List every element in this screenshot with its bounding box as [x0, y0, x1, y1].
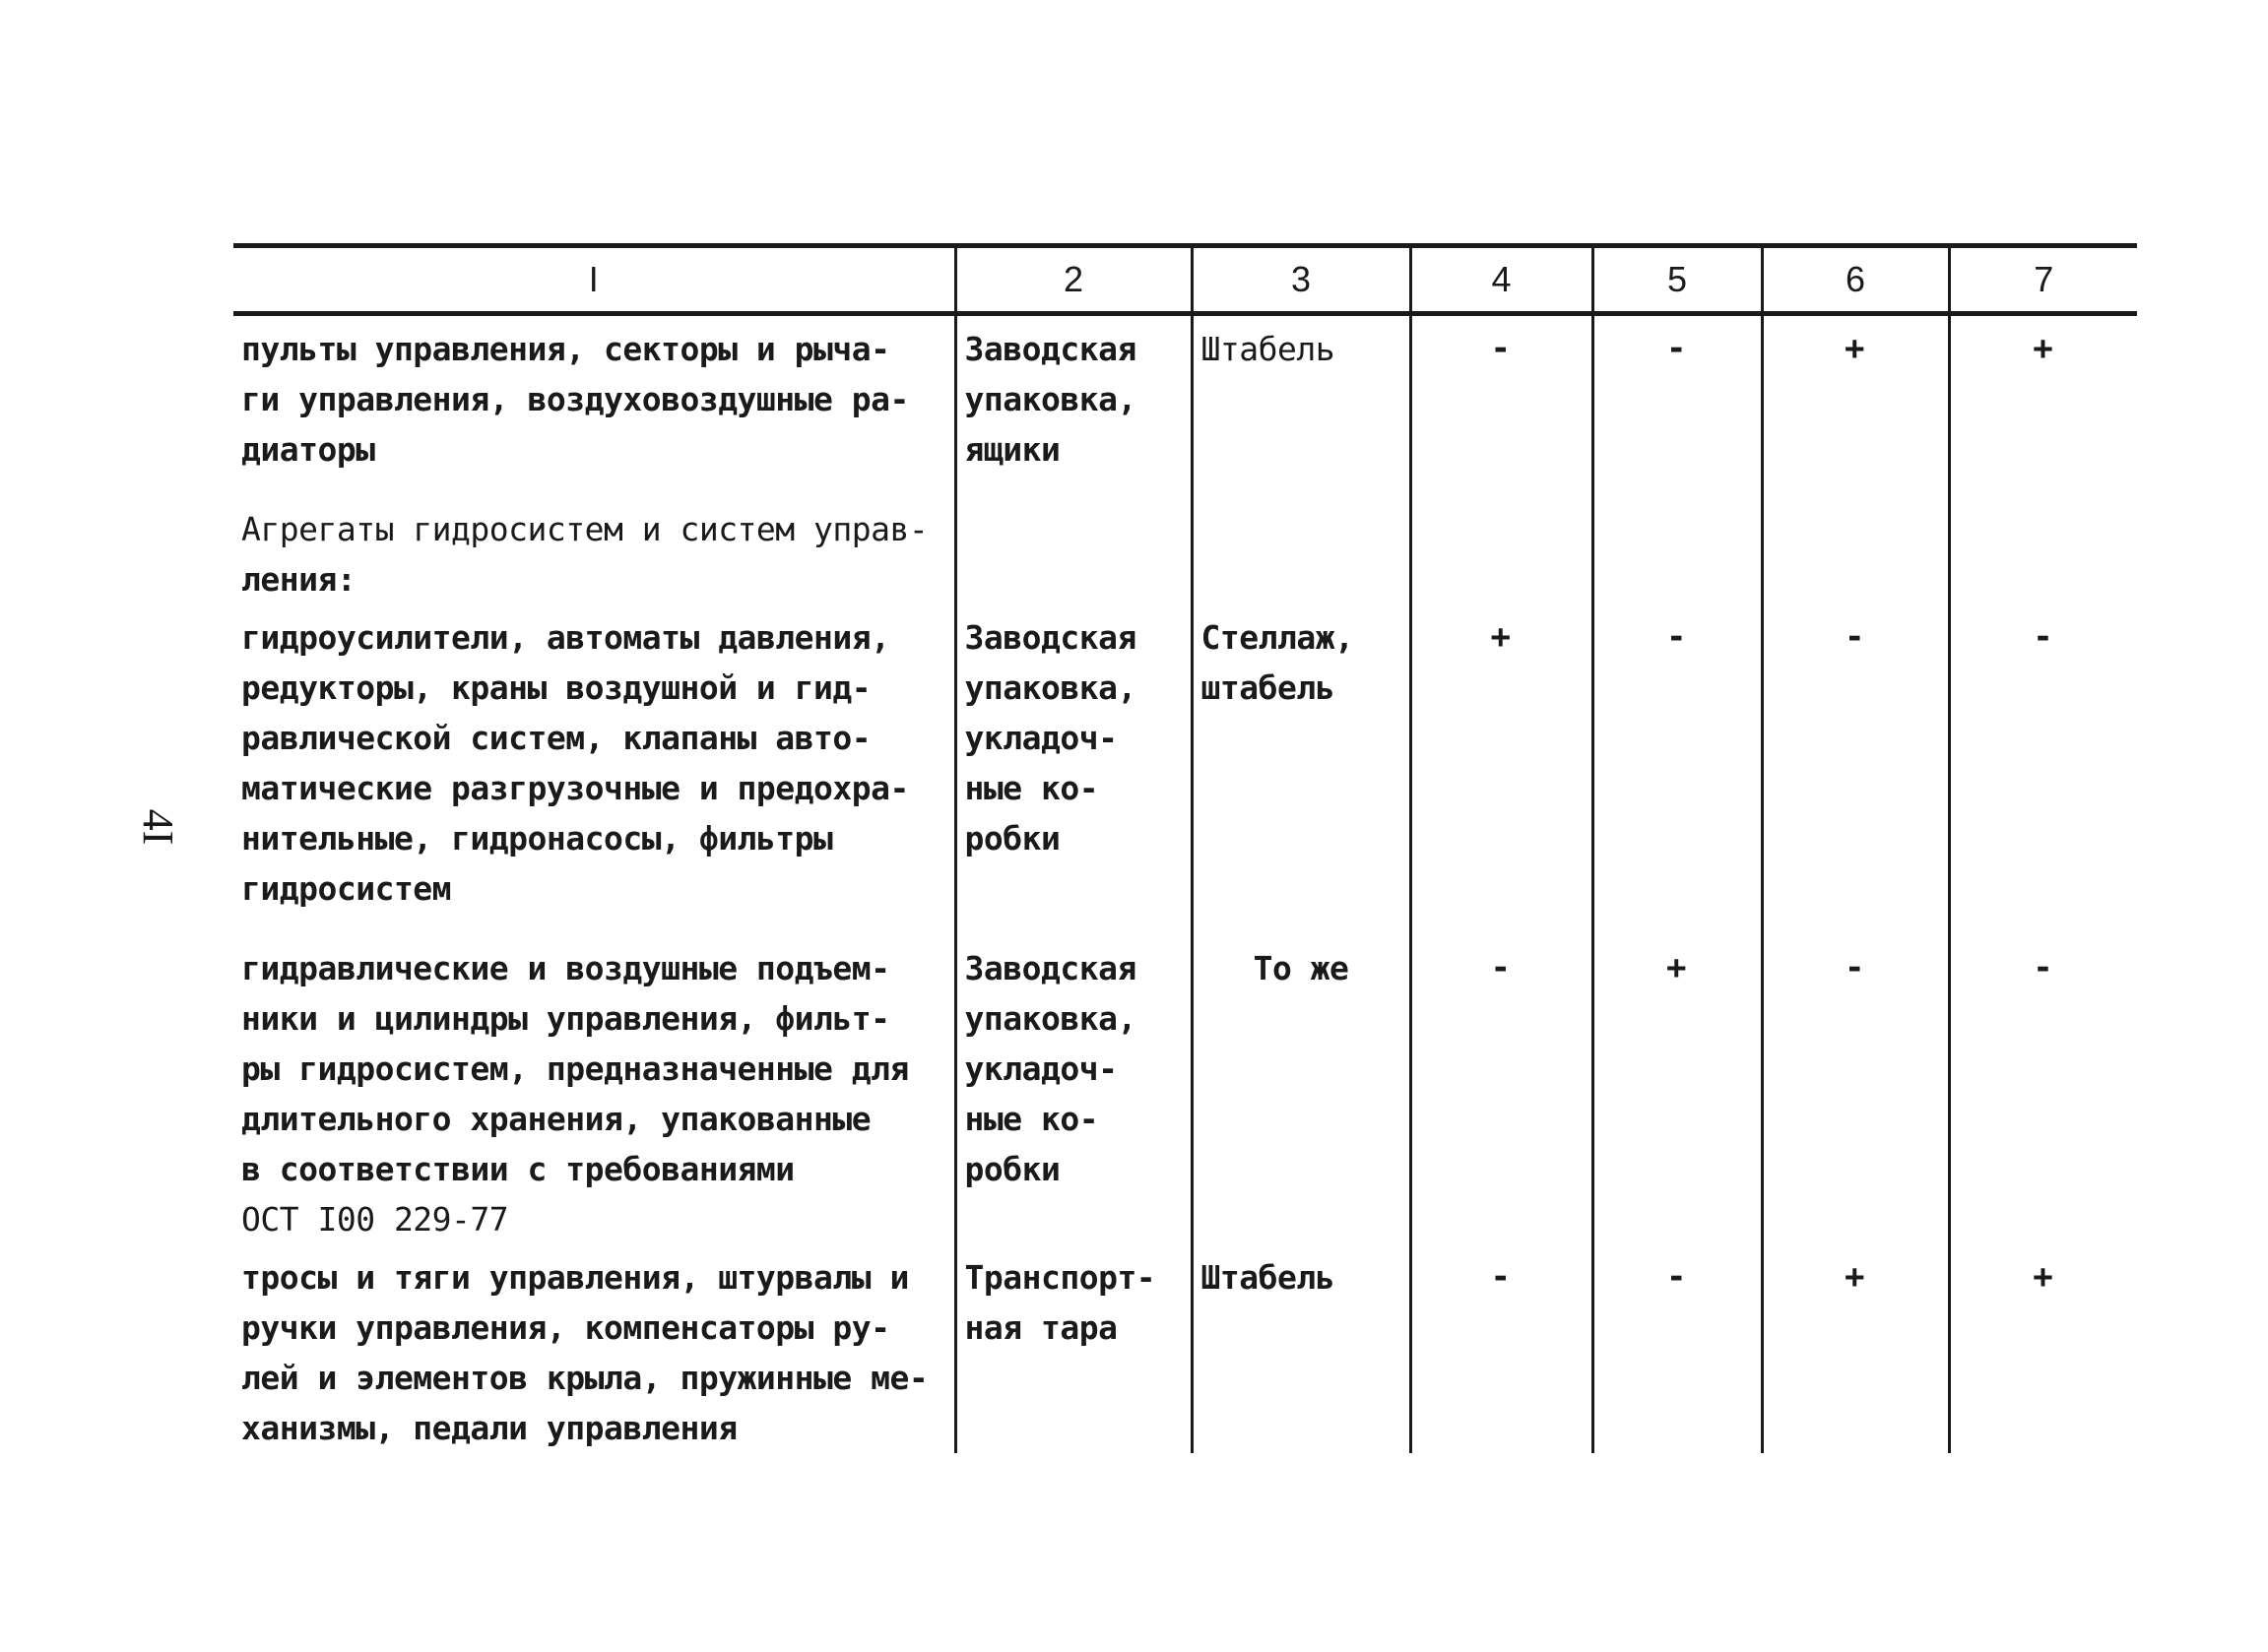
text-line: равлической систем, клапаны авто- — [241, 719, 872, 757]
text-line: Штабель — [1200, 330, 1335, 368]
text-line: ные ко- — [964, 1100, 1099, 1138]
item-description — [233, 914, 955, 1244]
text-line: ящики — [964, 430, 1061, 469]
text-line: Заводская — [964, 618, 1136, 657]
storage-table — [233, 243, 2137, 1453]
text-line: упаковка, — [964, 668, 1136, 707]
mark-cell-7: + — [1949, 314, 2137, 476]
storage-method-cell — [1192, 314, 1410, 476]
mark-cell-6: - — [1762, 604, 1949, 914]
text-line: ги управления, воздуховоздушные ра- — [241, 380, 909, 418]
mark-cell-5: - — [1592, 604, 1762, 914]
mark-cell-4: + — [1410, 604, 1592, 914]
mark-cell-6: - — [1762, 914, 1949, 1244]
text-line: редукторы, краны воздушной и гид- — [241, 668, 872, 707]
mark-cell-4: - — [1410, 914, 1592, 1244]
text-line: гидросистем — [241, 869, 452, 908]
storage-method-cell — [1192, 475, 1410, 604]
item-description — [233, 1244, 955, 1453]
text-line: Заводская — [964, 949, 1136, 987]
text-line: Штабель — [1200, 1258, 1335, 1297]
mark-cell-5: - — [1592, 1244, 1762, 1453]
mark-cell-7: - — [1949, 604, 2137, 914]
table-row — [233, 314, 2137, 476]
mark-cell-6: + — [1762, 1244, 1949, 1453]
text-line: гидравлические и воздушные подъем- — [241, 949, 890, 987]
mark-cell-5: + — [1592, 914, 1762, 1244]
document-table-container — [233, 243, 2137, 1453]
header-cell-3: 3 — [1192, 246, 1410, 314]
text-line: укладоч- — [964, 1049, 1118, 1088]
storage-method-cell — [1192, 604, 1410, 914]
text-line: робки — [964, 819, 1061, 858]
text-line: укладоч- — [964, 719, 1118, 757]
mark-cell-6 — [1762, 475, 1949, 604]
text-line: ники и цилиндры управления, фильт- — [241, 999, 890, 1038]
packaging-cell — [955, 475, 1192, 604]
text-line: диаторы — [241, 430, 375, 469]
storage-method-cell — [1192, 914, 1410, 1244]
mark-cell-4 — [1410, 475, 1592, 604]
header-cell-6: 6 — [1762, 246, 1949, 314]
text-line: ханизмы, педали управления — [241, 1409, 738, 1447]
packaging-cell — [955, 314, 1192, 476]
packaging-cell — [955, 604, 1192, 914]
group-heading — [233, 475, 955, 604]
packaging-cell — [955, 914, 1192, 1244]
mark-cell-4: - — [1410, 1244, 1592, 1453]
text-line: ры гидросистем, предназначенные для — [241, 1049, 909, 1088]
text-line: упаковка, — [964, 999, 1136, 1038]
text-line: ная тара — [964, 1308, 1118, 1347]
text-line: ления: — [241, 560, 356, 599]
text-line: нительные, гидронасосы, фильтры — [241, 819, 833, 858]
mark-cell-7 — [1949, 475, 2137, 604]
text-line: длительного хранения, упакованные — [241, 1100, 872, 1138]
mark-cell-5: - — [1592, 314, 1762, 476]
packaging-cell — [955, 1244, 1192, 1453]
header-cell-5: 5 — [1592, 246, 1762, 314]
table-row — [233, 604, 2137, 914]
text-line: лей и элементов крыла, пружинные ме- — [241, 1359, 929, 1397]
text-line: ОСТ I00 229-77 — [241, 1200, 509, 1239]
text-line: То же — [1253, 949, 1349, 987]
text-line: ные ко- — [964, 769, 1099, 807]
header-cell-4: 4 — [1410, 246, 1592, 314]
table-row — [233, 914, 2137, 1244]
text-line: в соответствии с требованиями — [241, 1150, 795, 1188]
storage-method-cell — [1192, 1244, 1410, 1453]
page-number: 4I — [134, 808, 182, 846]
text-line: Заводская — [964, 330, 1136, 368]
mark-cell-7: - — [1949, 914, 2137, 1244]
header-cell-2: 2 — [955, 246, 1192, 314]
text-line: Агрегаты гидросистем и систем управ- — [241, 510, 929, 548]
text-line: упаковка, — [964, 380, 1136, 418]
header-row — [233, 246, 2137, 314]
mark-cell-6: + — [1762, 314, 1949, 476]
text-line: штабель — [1200, 668, 1335, 707]
text-line: Стеллаж, — [1200, 618, 1354, 657]
text-line: робки — [964, 1150, 1061, 1188]
text-line: матические разгрузочные и предохра- — [241, 769, 909, 807]
item-description — [233, 314, 955, 476]
mark-cell-7: + — [1949, 1244, 2137, 1453]
text-line: Транспорт- — [964, 1258, 1156, 1297]
header-cell-7: 7 — [1949, 246, 2137, 314]
text-line: пульты управления, секторы и рыча- — [241, 330, 890, 368]
text-line: ручки управления, компенсаторы ру- — [241, 1308, 890, 1347]
mark-cell-5 — [1592, 475, 1762, 604]
item-description — [233, 604, 955, 914]
mark-cell-4: - — [1410, 314, 1592, 476]
text-line: тросы и тяги управления, штурвалы и — [241, 1258, 909, 1297]
table-row — [233, 475, 2137, 604]
header-cell-1: I — [233, 246, 955, 314]
text-line: гидроусилители, автоматы давления, — [241, 618, 890, 657]
table-row — [233, 1244, 2137, 1453]
